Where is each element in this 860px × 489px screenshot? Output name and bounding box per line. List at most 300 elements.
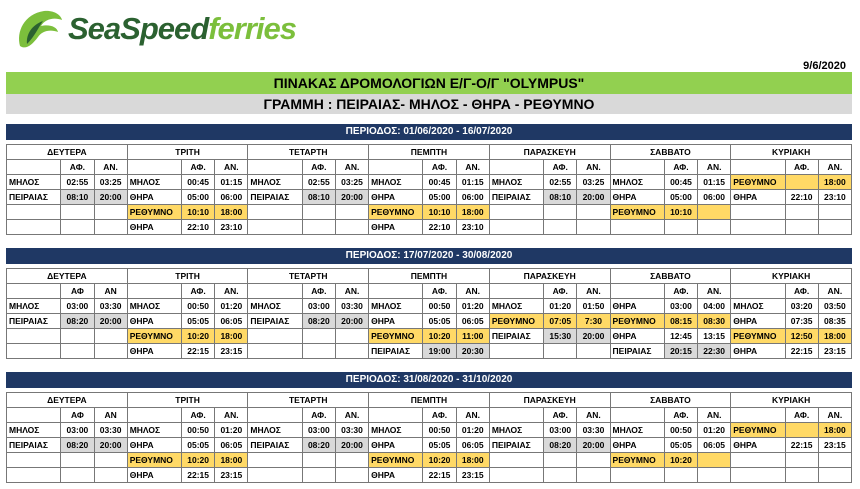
port-column-header (489, 408, 543, 423)
departure-time-cell: 06:05 (456, 438, 489, 453)
departure-column-header: ΑΝ. (335, 408, 368, 423)
port-column-header (127, 284, 181, 299)
departure-column-header: ΑΝ. (818, 408, 851, 423)
arrival-time-cell: 22:10 (785, 190, 818, 205)
port-cell: ΠΕΙΡΑΙΑΣ (7, 190, 61, 205)
departure-time-cell: 01:20 (456, 423, 489, 438)
arrival-column-header: ΑΦ. (664, 160, 697, 175)
port-cell (7, 205, 61, 220)
departure-time-cell: 23:15 (818, 344, 851, 359)
port-cell: ΠΕΙΡΑΙΑΣ (248, 190, 302, 205)
departure-time-cell: 06:05 (215, 314, 248, 329)
table-row (7, 205, 852, 220)
arrival-time-cell: 02:55 (302, 175, 335, 190)
arrival-time-cell: 19:00 (423, 344, 456, 359)
table-row (7, 329, 852, 344)
arrival-time-cell: 22:10 (423, 220, 456, 235)
port-cell: ΘΗΡΑ (127, 438, 181, 453)
arrival-time-cell (544, 468, 577, 483)
table-row (7, 220, 852, 235)
departure-time-cell: 18:00 (215, 205, 248, 220)
departure-time-cell (335, 468, 368, 483)
port-cell: ΠΕΙΡΑΙΑΣ (248, 314, 302, 329)
port-cell: ΜΗΛΟΣ (127, 175, 181, 190)
arrival-column-header: ΑΦ. (423, 408, 456, 423)
period-3-schedule-table (6, 392, 852, 483)
arrival-time-cell: 00:50 (182, 423, 215, 438)
departure-time-cell (335, 329, 368, 344)
arrival-time-cell: 22:15 (423, 468, 456, 483)
port-cell: ΜΗΛΟΣ (248, 423, 302, 438)
port-cell (489, 344, 543, 359)
port-cell: ΜΗΛΟΣ (731, 299, 785, 314)
port-cell: ΡΕΘΥΜΝΟ (731, 329, 785, 344)
arrival-time-cell (544, 344, 577, 359)
table-row (7, 453, 852, 468)
departure-time-cell: 20:00 (94, 190, 127, 205)
departure-time-cell (577, 468, 610, 483)
table-row (7, 438, 852, 453)
departure-time-cell: 01:20 (215, 423, 248, 438)
arrival-time-cell (544, 220, 577, 235)
day-header: ΠΑΡΑΣΚΕΥΗ (489, 145, 610, 160)
departure-time-cell (818, 453, 851, 468)
departure-time-cell (94, 205, 127, 220)
port-cell: ΡΕΘΥΜΝΟ (610, 314, 664, 329)
port-column-header (248, 408, 302, 423)
day-header: ΤΡΙΤΗ (127, 269, 248, 284)
departure-time-cell: 23:15 (215, 468, 248, 483)
port-column-header (369, 408, 423, 423)
arrival-time-cell: 08:20 (544, 438, 577, 453)
arrival-time-cell: 15:30 (544, 329, 577, 344)
departure-time-cell: 20:00 (577, 329, 610, 344)
departure-time-cell (577, 205, 610, 220)
table-row (7, 175, 852, 190)
port-cell: ΘΗΡΑ (127, 468, 181, 483)
port-column-header (610, 408, 664, 423)
port-cell: ΘΗΡΑ (731, 190, 785, 205)
port-cell: ΘΗΡΑ (127, 190, 181, 205)
departure-time-cell: 08:35 (818, 314, 851, 329)
arrival-time-cell (61, 220, 94, 235)
arrival-time-cell: 07:05 (544, 314, 577, 329)
port-cell (7, 329, 61, 344)
arrival-time-cell: 08:20 (302, 314, 335, 329)
column-header-row (7, 408, 852, 423)
departure-time-cell: 11:00 (456, 329, 489, 344)
port-cell: ΘΗΡΑ (731, 438, 785, 453)
departure-column-header: ΑΝ. (456, 408, 489, 423)
arrival-time-cell: 05:05 (182, 438, 215, 453)
arrival-time-cell: 00:45 (182, 175, 215, 190)
day-header: ΤΡΙΤΗ (127, 145, 248, 160)
arrival-time-cell: 08:10 (544, 190, 577, 205)
arrival-time-cell: 00:45 (664, 175, 697, 190)
departure-column-header: ΑΝ. (456, 284, 489, 299)
departure-time-cell: 18:00 (818, 175, 851, 190)
port-column-header (248, 284, 302, 299)
arrival-column-header: ΑΦ. (785, 284, 818, 299)
port-cell: ΡΕΘΥΜΝΟ (489, 314, 543, 329)
port-cell: ΘΗΡΑ (610, 190, 664, 205)
departure-time-cell: 20:00 (335, 314, 368, 329)
departure-time-cell: 06:00 (215, 190, 248, 205)
arrival-time-cell: 12:50 (785, 329, 818, 344)
column-header-row (7, 160, 852, 175)
arrival-column-header: ΑΦ. (544, 408, 577, 423)
departure-column-header: ΑΝ (94, 284, 127, 299)
departure-time-cell: 18:00 (215, 329, 248, 344)
departure-time-cell: 01:20 (215, 299, 248, 314)
arrival-time-cell (785, 453, 818, 468)
period-1-schedule-table (6, 144, 852, 235)
port-column-header (7, 160, 61, 175)
port-cell: ΜΗΛΟΣ (369, 423, 423, 438)
arrival-column-header: ΑΦ. (182, 408, 215, 423)
day-header: ΚΥΡΙΑΚΗ (731, 269, 852, 284)
departure-column-header: ΑΝ. (335, 160, 368, 175)
departure-time-cell: 01:20 (456, 299, 489, 314)
departure-time-cell (698, 205, 731, 220)
period-3-header: ΠΕΡΙΟΔΟΣ: 31/08/2020 - 31/10/2020 (6, 372, 852, 388)
port-column-header (610, 160, 664, 175)
departure-time-cell (335, 344, 368, 359)
port-cell: ΜΗΛΟΣ (610, 423, 664, 438)
day-header: ΤΕΤΑΡΤΗ (248, 269, 369, 284)
port-cell (7, 220, 61, 235)
departure-time-cell: 22:30 (698, 344, 731, 359)
table-row (7, 423, 852, 438)
port-cell (248, 468, 302, 483)
port-cell: ΜΗΛΟΣ (7, 299, 61, 314)
port-cell: ΠΕΙΡΑΙΑΣ (369, 344, 423, 359)
departure-time-cell: 20:30 (456, 344, 489, 359)
arrival-time-cell: 03:00 (664, 299, 697, 314)
port-cell (489, 453, 543, 468)
day-header: ΚΥΡΙΑΚΗ (731, 145, 852, 160)
departure-time-cell: 06:05 (215, 438, 248, 453)
day-header: ΤΡΙΤΗ (127, 393, 248, 408)
day-header: ΠΑΡΑΣΚΕΥΗ (489, 393, 610, 408)
port-cell: ΜΗΛΟΣ (248, 175, 302, 190)
port-column-header (7, 284, 61, 299)
arrival-time-cell (61, 453, 94, 468)
route-title: ΓΡΑΜΜΗ : ΠΕΙΡΑΙΑΣ- ΜΗΛΟΣ - ΘΗΡΑ - ΡΕΘΥΜΝΟ (6, 94, 852, 114)
arrival-time-cell: 02:55 (61, 175, 94, 190)
port-cell: ΜΗΛΟΣ (610, 175, 664, 190)
arrival-time-cell: 00:50 (423, 299, 456, 314)
port-column-header (731, 284, 785, 299)
logo-text (68, 11, 296, 47)
departure-time-cell: 01:15 (698, 175, 731, 190)
port-cell: ΡΕΘΥΜΝΟ (731, 423, 785, 438)
table-row (7, 314, 852, 329)
port-cell: ΠΕΙΡΑΙΑΣ (7, 314, 61, 329)
arrival-time-cell: 22:15 (182, 468, 215, 483)
port-column-header (248, 160, 302, 175)
day-header-row (7, 269, 852, 284)
departure-column-header: ΑΝ. (698, 160, 731, 175)
departure-time-cell: 23:10 (215, 220, 248, 235)
departure-time-cell: 04:00 (698, 299, 731, 314)
arrival-time-cell (544, 205, 577, 220)
port-cell: ΘΗΡΑ (610, 438, 664, 453)
departure-time-cell (94, 344, 127, 359)
port-column-header (369, 160, 423, 175)
port-cell (7, 453, 61, 468)
arrival-time-cell: 10:10 (664, 205, 697, 220)
departure-time-cell: 23:15 (215, 344, 248, 359)
port-cell (248, 453, 302, 468)
arrival-column-header: ΑΦ. (302, 284, 335, 299)
port-cell: ΜΗΛΟΣ (127, 423, 181, 438)
departure-time-cell: 01:15 (456, 175, 489, 190)
port-cell: ΘΗΡΑ (610, 299, 664, 314)
day-header-row (7, 393, 852, 408)
port-cell: ΘΗΡΑ (127, 220, 181, 235)
day-header-row (7, 145, 852, 160)
day-header: ΠΕΜΠΤΗ (369, 145, 490, 160)
arrival-time-cell (302, 205, 335, 220)
arrival-time-cell: 00:45 (423, 175, 456, 190)
arrival-time-cell: 10:20 (423, 453, 456, 468)
port-cell (489, 468, 543, 483)
port-cell: ΡΕΘΥΜΝΟ (127, 205, 181, 220)
arrival-time-cell: 10:20 (423, 329, 456, 344)
port-cell: ΜΗΛΟΣ (369, 299, 423, 314)
day-header: ΚΥΡΙΑΚΗ (731, 393, 852, 408)
port-cell: ΘΗΡΑ (731, 344, 785, 359)
arrival-time-cell (785, 175, 818, 190)
port-cell: ΘΗΡΑ (127, 344, 181, 359)
arrival-time-cell: 03:00 (61, 299, 94, 314)
port-cell: ΜΗΛΟΣ (127, 299, 181, 314)
port-cell: ΘΗΡΑ (610, 329, 664, 344)
table-row (7, 299, 852, 314)
port-cell: ΡΕΘΥΜΝΟ (127, 329, 181, 344)
departure-time-cell: 01:15 (215, 175, 248, 190)
departure-column-header: ΑΝ. (698, 284, 731, 299)
arrival-column-header: ΑΦ (61, 284, 94, 299)
departure-time-cell (335, 453, 368, 468)
departure-time-cell: 7:30 (577, 314, 610, 329)
departure-time-cell (335, 205, 368, 220)
arrival-time-cell: 03:00 (544, 423, 577, 438)
arrival-time-cell: 08:20 (302, 438, 335, 453)
arrival-time-cell (61, 205, 94, 220)
departure-time-cell (577, 220, 610, 235)
arrival-time-cell: 05:05 (664, 438, 697, 453)
port-cell: ΡΕΘΥΜΝΟ (369, 205, 423, 220)
departure-time-cell: 23:15 (456, 468, 489, 483)
port-column-header (369, 284, 423, 299)
port-cell: ΜΗΛΟΣ (248, 299, 302, 314)
port-cell (731, 205, 785, 220)
port-cell (610, 220, 664, 235)
arrival-time-cell: 05:05 (423, 438, 456, 453)
port-cell: ΠΕΙΡΑΙΑΣ (489, 329, 543, 344)
arrival-column-header: ΑΦ. (182, 160, 215, 175)
departure-time-cell (577, 344, 610, 359)
arrival-time-cell: 01:20 (544, 299, 577, 314)
port-column-header (489, 284, 543, 299)
arrival-column-header: ΑΦ. (423, 160, 456, 175)
departure-column-header: ΑΝ. (215, 408, 248, 423)
departure-time-cell (577, 453, 610, 468)
departure-time-cell: 03:25 (335, 175, 368, 190)
day-header: ΣΑΒΒΑΤΟ (610, 269, 731, 284)
arrival-time-cell: 22:15 (785, 438, 818, 453)
arrival-column-header: ΑΦ. (664, 284, 697, 299)
departure-time-cell: 20:00 (577, 190, 610, 205)
arrival-time-cell: 22:10 (182, 220, 215, 235)
day-header: ΣΑΒΒΑΤΟ (610, 393, 731, 408)
arrival-time-cell: 08:15 (664, 314, 697, 329)
port-cell: ΠΕΙΡΑΙΑΣ (489, 438, 543, 453)
departure-time-cell (94, 220, 127, 235)
logo (14, 6, 304, 52)
arrival-time-cell: 05:05 (423, 314, 456, 329)
arrival-time-cell: 08:10 (302, 190, 335, 205)
port-cell (248, 220, 302, 235)
day-header: ΔΕΥΤΕΡΑ (7, 145, 128, 160)
departure-time-cell: 20:00 (335, 190, 368, 205)
arrival-time-cell: 10:10 (423, 205, 456, 220)
port-cell: ΡΕΘΥΜΝΟ (369, 329, 423, 344)
departure-column-header: ΑΝ. (94, 160, 127, 175)
port-cell (248, 344, 302, 359)
departure-time-cell: 18:00 (818, 329, 851, 344)
arrival-time-cell (302, 220, 335, 235)
port-column-header (489, 160, 543, 175)
table-row (7, 190, 852, 205)
departure-time-cell (818, 468, 851, 483)
port-cell: ΠΕΙΡΑΙΑΣ (248, 438, 302, 453)
arrival-time-cell: 20:15 (664, 344, 697, 359)
departure-column-header: ΑΝ. (577, 408, 610, 423)
departure-time-cell: 03:30 (577, 423, 610, 438)
arrival-column-header: ΑΦ. (302, 160, 335, 175)
arrival-time-cell (302, 468, 335, 483)
departure-time-cell: 03:50 (818, 299, 851, 314)
day-header: ΔΕΥΤΕΡΑ (7, 269, 128, 284)
departure-time-cell: 23:15 (818, 438, 851, 453)
port-cell: ΡΕΘΥΜΝΟ (610, 453, 664, 468)
departure-time-cell: 20:00 (94, 438, 127, 453)
port-cell (610, 468, 664, 483)
departure-column-header: ΑΝ. (698, 408, 731, 423)
departure-time-cell (698, 468, 731, 483)
departure-time-cell (94, 453, 127, 468)
departure-time-cell: 03:30 (94, 299, 127, 314)
port-cell: ΡΕΘΥΜΝΟ (731, 175, 785, 190)
departure-time-cell: 06:00 (698, 190, 731, 205)
arrival-time-cell: 05:00 (182, 190, 215, 205)
arrival-time-cell (785, 423, 818, 438)
departure-time-cell: 03:30 (335, 423, 368, 438)
arrival-time-cell: 07:35 (785, 314, 818, 329)
port-cell: ΘΗΡΑ (369, 468, 423, 483)
departure-time-cell: 01:50 (577, 299, 610, 314)
day-header: ΤΕΤΑΡΤΗ (248, 393, 369, 408)
arrival-time-cell: 03:00 (302, 423, 335, 438)
arrival-time-cell: 02:55 (544, 175, 577, 190)
day-header: ΔΕΥΤΕΡΑ (7, 393, 128, 408)
port-column-header (731, 160, 785, 175)
arrival-time-cell: 12:45 (664, 329, 697, 344)
table-row (7, 344, 852, 359)
column-header-row (7, 284, 852, 299)
arrival-time-cell (544, 453, 577, 468)
arrival-time-cell (664, 468, 697, 483)
port-cell (731, 453, 785, 468)
arrival-time-cell: 00:50 (182, 299, 215, 314)
arrival-time-cell (785, 220, 818, 235)
arrival-time-cell (302, 453, 335, 468)
port-cell: ΠΕΙΡΑΙΑΣ (7, 438, 61, 453)
port-cell: ΜΗΛΟΣ (489, 175, 543, 190)
departure-time-cell: 20:00 (577, 438, 610, 453)
period-2-schedule-table (6, 268, 852, 359)
arrival-time-cell: 10:20 (182, 453, 215, 468)
arrival-time-cell: 08:20 (61, 314, 94, 329)
arrival-time-cell: 00:50 (664, 423, 697, 438)
arrival-column-header: ΑΦ. (544, 284, 577, 299)
port-cell: ΘΗΡΑ (731, 314, 785, 329)
port-cell: ΘΗΡΑ (369, 314, 423, 329)
port-column-header (731, 408, 785, 423)
departure-column-header: ΑΝ. (215, 284, 248, 299)
seahorse-icon (14, 6, 66, 52)
departure-column-header: ΑΝ. (818, 284, 851, 299)
departure-time-cell (335, 220, 368, 235)
port-cell: ΡΕΘΥΜΝΟ (369, 453, 423, 468)
port-cell: ΡΕΘΥΜΝΟ (127, 453, 181, 468)
port-cell: ΘΗΡΑ (369, 438, 423, 453)
day-header: ΠΕΜΠΤΗ (369, 393, 490, 408)
logo-text-seaspeed: SeaSpeed (68, 11, 209, 46)
departure-time-cell: 03:25 (577, 175, 610, 190)
arrival-time-cell: 08:20 (61, 438, 94, 453)
port-cell: ΘΗΡΑ (369, 190, 423, 205)
port-cell: ΠΕΙΡΑΙΑΣ (489, 190, 543, 205)
arrival-column-header: ΑΦ. (302, 408, 335, 423)
departure-column-header: ΑΝ. (335, 284, 368, 299)
departure-time-cell (94, 329, 127, 344)
port-cell (731, 220, 785, 235)
departure-time-cell: 18:00 (818, 423, 851, 438)
arrival-time-cell: 10:20 (182, 329, 215, 344)
arrival-time-cell (785, 468, 818, 483)
port-cell: ΘΗΡΑ (127, 314, 181, 329)
departure-time-cell: 08:30 (698, 314, 731, 329)
departure-time-cell: 18:00 (215, 453, 248, 468)
departure-time-cell: 06:00 (456, 190, 489, 205)
departure-time-cell (818, 205, 851, 220)
departure-column-header: ΑΝ. (215, 160, 248, 175)
departure-column-header: ΑΝ. (456, 160, 489, 175)
departure-time-cell: 06:05 (698, 438, 731, 453)
port-cell: ΜΗΛΟΣ (489, 423, 543, 438)
departure-time-cell: 23:10 (818, 190, 851, 205)
departure-time-cell: 03:30 (94, 423, 127, 438)
arrival-time-cell: 03:00 (302, 299, 335, 314)
day-header: ΣΑΒΒΑΤΟ (610, 145, 731, 160)
arrival-time-cell: 22:15 (182, 344, 215, 359)
arrival-time-cell: 22:15 (785, 344, 818, 359)
departure-time-cell: 18:00 (456, 205, 489, 220)
